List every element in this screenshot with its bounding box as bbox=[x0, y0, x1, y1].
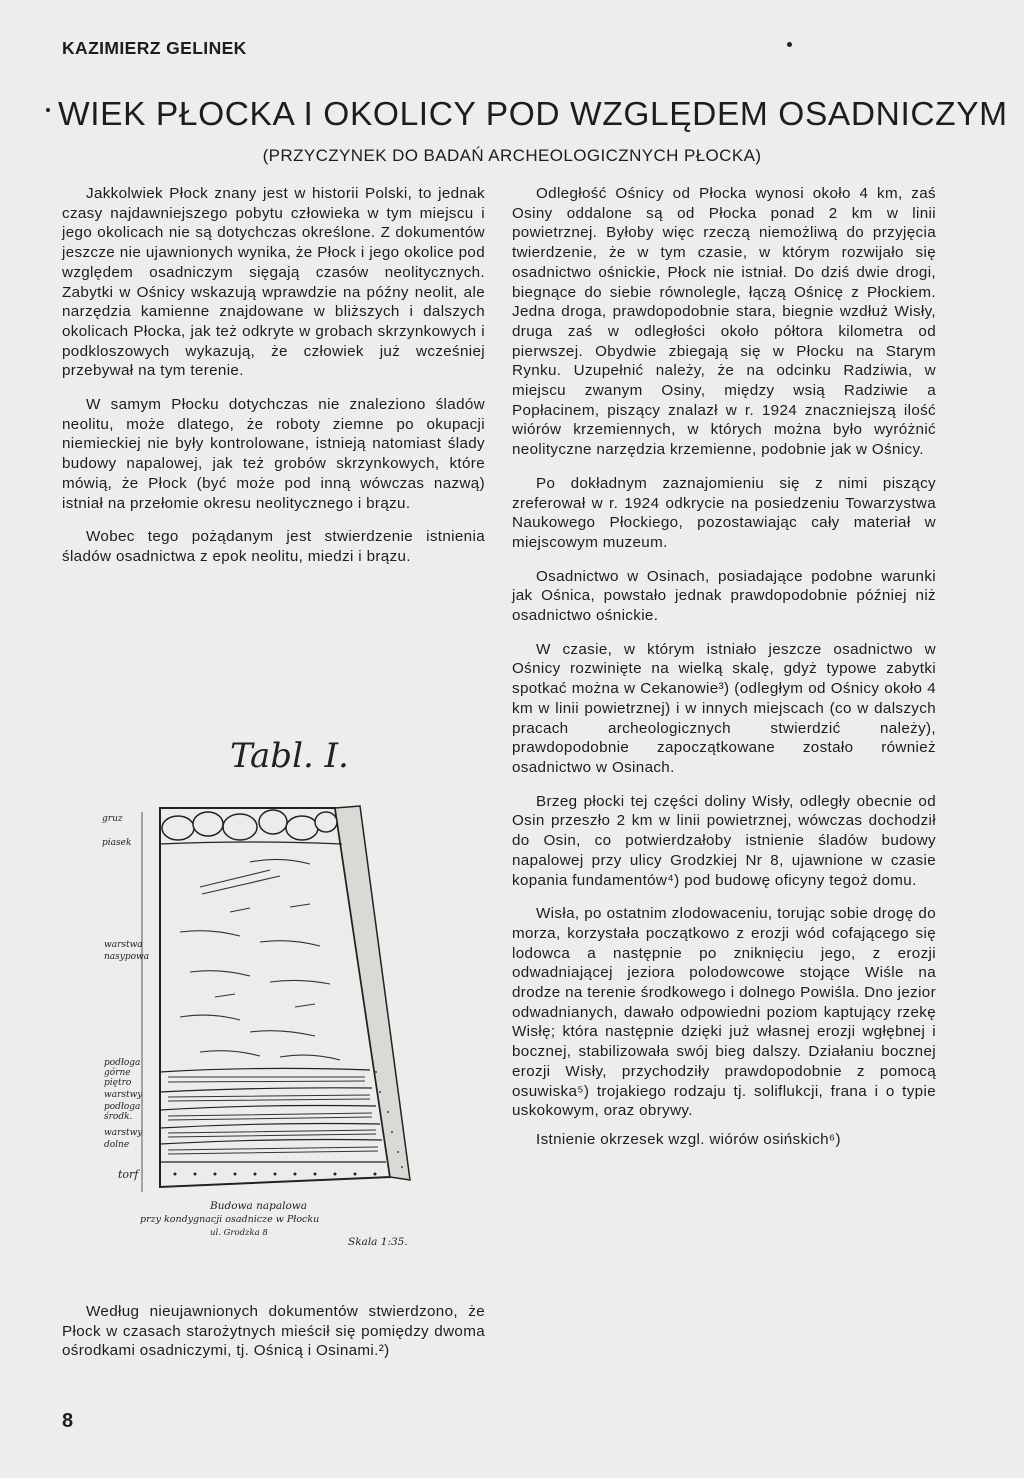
label-srodk: środk. bbox=[104, 1112, 133, 1122]
right-column bbox=[512, 184, 936, 1150]
article-subtitle: (PRZYCZYNEK DO BADAŃ ARCHEOLOGICZNYCH PŁOCKA) bbox=[262, 146, 762, 165]
paragraph: Według nieujawnionych dokumentów stwierdzono, że Płock w czasach starożytnych mieścił się pomiędzy dwoma ośrodkami osadniczymi, tj. Ośnicą i Osinami.²) bbox=[62, 1303, 485, 1360]
author-name: KAZIMIERZ GELINEK bbox=[62, 38, 247, 58]
label-podloga-2: podłoga bbox=[104, 1102, 141, 1112]
article-title: WIEK PŁOCKA I OKOLICY POD WZGLĘDEM OSADNICZYM bbox=[58, 96, 1008, 133]
label-piasek: piasek bbox=[102, 838, 132, 848]
paragraph: Istnienie okrzesek wzgl. wiórów osińskich⁶) bbox=[536, 1130, 841, 1148]
label-podloga-1: podłoga bbox=[104, 1058, 141, 1068]
label-dolne: dolne bbox=[104, 1140, 130, 1150]
figure-title: Tabl. I. bbox=[230, 736, 349, 776]
paragraph: Odległość Ośnicy od Płocka wynosi około 4 km, zaś Osiny oddalone są od Płocka ponad 2 km w linii powietrznej. Byłoby więc rzeczą niemożliwą do przyjęcia twierdzenie, że w tym czasie, w którym rozwijało się osadnictwo ośnickie, Płock nie istniał. Do dziś dwie drogi, biegnące do siebie równolegle, łączą Ośnicę z Płockiem. Jedna droga, prawdopodobnie stara, biegnie wzdłuż Wisły, druga zaś w odległości około półtora kilometra od pierwszej. Obydwie zbiegają się w Płocku na Starym Rynku. Uzupełnić należy, że na odcinku Radziwia, w miejscu zwanym Osiny, między wsią Radziwie a Popłacinem, piszący znalazł w r. 1924 znaczniejszą ilość wiórów krzemiennych, w których można było wyróżnić neolityczne narzędzia krzemienne, podobnie jak w Ośnicy. bbox=[512, 185, 936, 459]
stratigraphy-drawing bbox=[80, 732, 485, 1252]
label-pietro: piętro bbox=[104, 1078, 132, 1088]
paragraph: Wisła, po ostatnim zlodowaceniu, torując sobie drogę do morza, korzystała początkowo z erozji wód cofającego się lodowca a następnie po zniknięciu jego, z erozji odwadniającej jeziora polodowcowe stojące Wiśle na drodze na terenie środkowego i dolnego Powiśla. Dno jezior odwadnianych, dawało odpowiedni poziom kaptujący rzekę Wisłę; która następnie dzięki już własnej erozji wgłębnej i bocznej, stabilizowała swój bieg dalszy. Działaniu bocznej erozji Wisły, przychodziły prawdopodobnie z pomocą osuwiska⁵) trojakiego rodzaju tj. soliflukcji, frana i o typie uskokowym, oraz obrywy. bbox=[512, 905, 936, 1120]
label-warstwy-2: warstwy bbox=[104, 1128, 143, 1138]
paragraph: Wobec tego pożądanym jest stwierdzenie istnienia śladów osadnictwa z epok neolitu, miedzi i brązu. bbox=[62, 528, 485, 565]
page-number: 8 bbox=[62, 1410, 74, 1432]
figure-caption-line2: przy kondygnacji osadnicze w Płocku bbox=[140, 1214, 320, 1225]
label-gorne: górne bbox=[104, 1068, 131, 1078]
paragraph: W samym Płocku dotychczas nie znaleziono śladów neolitu, może dlatego, że roboty ziemne po okupacji niemieckiej nie były kontrolowane, istnieją natomiast ślady budowy napalowej, jak też grobów skrzynkowych, które mówią, że Płock (być może pod inną wówczas nazwą) istniał na przełomie okresu neolitycznego i brązu. bbox=[62, 396, 485, 512]
paragraph: Po dokładnym zaznajomieniu się z nimi piszący zreferował w r. 1924 odkrycie na posiedzeniu Towarzystwa Naukowego Płockiego, pozostawiając cały materiał w miejscowym muzeum. bbox=[512, 474, 936, 551]
figure-scale: Skala 1:35. bbox=[348, 1236, 408, 1248]
print-mark bbox=[46, 108, 50, 112]
label-warstwa: warstwa bbox=[104, 940, 143, 950]
print-mark bbox=[787, 42, 792, 47]
figure-caption-line1: Budowa napalowa bbox=[210, 1200, 308, 1212]
label-torf: torf bbox=[118, 1168, 139, 1181]
figure-caption-line3: ul. Grodzka 8 bbox=[210, 1228, 268, 1238]
left-column-bottom bbox=[62, 1302, 485, 1361]
label-gruz: gruz bbox=[102, 814, 123, 824]
left-column bbox=[62, 184, 485, 567]
paragraph: Osadnictwo w Osinach, posiadające podobne warunki jak Ośnica, powstało jednak prawdopodobnie później niż osadnictwo ośnickie. bbox=[512, 567, 936, 625]
label-nasypowa: nasypowa bbox=[104, 952, 150, 962]
paragraph: W czasie, w którym istniało jeszcze osadnictwo w Ośnicy rozwinięte na wielką skalę, gdyż typowe zabytki spotkać można w Cekanowie³) (odległym od Ośnicy około 4 km w linii powietrznej) i w innych miejscach (co w dalszych pracach archeologicznych stwierdzić należy), prawdopodobnie zapoczątkowane zostało również osadnictwo w Osinach. bbox=[512, 640, 936, 776]
paragraph: Jakkolwiek Płock znany jest w historii Polski, to jednak czasy najdawniejszego pobytu człowieka w tym miejscu i jego okolicach nie są dotychczas określone. Z dokumentów jeszcze nie ujawnionych wynika, że Płock i jego okolice pod względem osadniczym sięgają czasów neolitycznych. Zabytki w Ośnicy wskazują wprawdzie na późny neolit, ale narzędzia kamienne znajdowane w bliższych i dalszych okolicach Płocka, jak też odkryte w grobach skrzynkowych i podkloszowych wykazują, że człowiek już wcześniej przebywał na tym terenie. bbox=[62, 185, 485, 380]
label-warstwy: warstwy bbox=[104, 1090, 143, 1100]
paragraph: Brzeg płocki tej części doliny Wisły, odległy obecnie od Osin przeszło 2 km w linii powietrznej, wówczas dochodził do Osin, co potwierdzałoby istnienie śladów budowy napalowej przy ulicy Grodzkiej Nr 8, ujawnione w czasie kopania fundamentów⁴) pod budowę oficyny tegoż domu. bbox=[512, 792, 936, 889]
figure-tabl-i bbox=[80, 732, 485, 1252]
